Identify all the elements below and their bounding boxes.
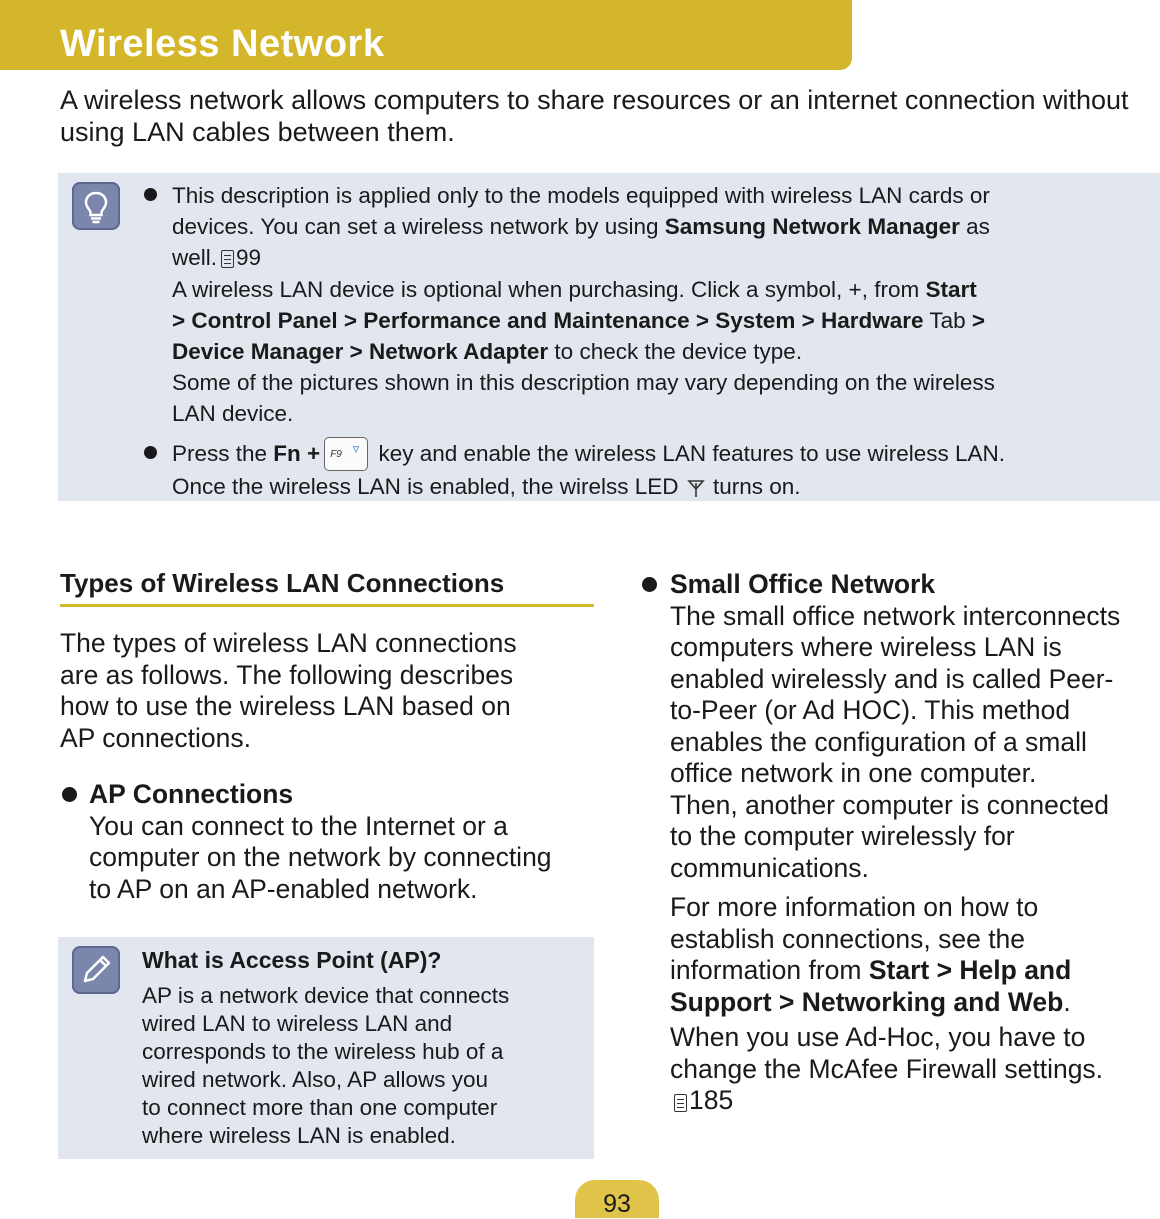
types-intro <box>60 628 594 754</box>
note-text-span: key and enable the wireless LAN features to use wireless LAN. <box>372 441 1006 466</box>
note-line: where wireless LAN is enabled. <box>142 1123 456 1148</box>
body-line: establish connections, see the <box>670 923 1026 954</box>
note-line: AP is a network device that connects <box>142 983 510 1008</box>
pencil-icon <box>72 946 120 994</box>
note-line: to connect more than one computer <box>142 1095 498 1120</box>
body-line: communications. <box>670 852 869 883</box>
body-line: You can connect to the Internet or a <box>89 810 508 841</box>
body-text-span: information from <box>670 955 869 985</box>
page-reference-number: 99 <box>236 245 262 270</box>
body-line: enables the configuration of a small <box>670 726 1087 757</box>
access-point-note <box>142 946 590 1150</box>
help-menu-path: Start > Help and <box>868 955 1072 985</box>
body-line: The small office network interconnects <box>670 600 1121 631</box>
note-text-span: well. <box>172 245 218 270</box>
note-bullet-1 <box>172 180 1152 273</box>
ap-connections-section <box>89 779 594 905</box>
body-line: to-Peer (or Ad HOC). This method <box>670 695 1071 725</box>
page-reference-icon <box>674 1094 687 1112</box>
note-line: Some of the pictures shown in this description may vary depending on the wireless <box>172 370 995 395</box>
small-office-network-section <box>670 569 1160 884</box>
note-line: This description is applied only to the models equipped with wireless LAN cards or <box>172 183 990 208</box>
note-text-span: to check the device type. <box>548 339 803 364</box>
body-line: For more information on how to <box>670 892 1039 922</box>
note-line <box>172 211 1152 242</box>
bullet-dot <box>144 188 157 201</box>
access-point-note-title: What is Access Point (AP)? <box>142 947 442 973</box>
page-reference-icon <box>221 250 234 268</box>
body-line: Then, another computer is connected <box>670 789 1109 820</box>
note-line: LAN device. <box>172 401 294 426</box>
bullet-dot <box>144 446 157 459</box>
note-bullet-2 <box>172 437 1157 502</box>
ap-connections-title: AP Connections <box>89 779 294 809</box>
body-line: to AP on an AP-enabled network. <box>89 873 478 904</box>
note-text-span: Press the <box>172 441 274 466</box>
note-text-span: Once the wireless LAN is enabled, the wirelss LED <box>172 474 685 499</box>
note-paragraph-3 <box>172 367 1152 429</box>
note-line <box>172 437 1157 471</box>
body-line: computers where wireless LAN is <box>670 632 1062 662</box>
page-number: 93 <box>603 1190 631 1218</box>
menu-path: > Control Panel > Performance and Maintenance > System > Hardware <box>172 308 924 333</box>
note-line <box>172 336 1152 367</box>
bullet-dot <box>62 787 77 802</box>
note-line <box>172 305 1152 336</box>
more-info-paragraph <box>670 892 1160 1018</box>
note-line <box>172 242 1152 273</box>
f9-key-label: F9 <box>330 449 342 460</box>
wireless-led-icon <box>687 478 705 498</box>
body-line: The types of wireless LAN connections <box>60 628 517 658</box>
body-line: are as follows. The following describes <box>60 659 514 690</box>
body-line: change the McAfee Firewall settings. <box>670 1053 1104 1084</box>
body-line: AP connections. <box>60 722 252 753</box>
note-text-span: A wireless LAN device is optional when purchasing. Click a symbol, +, from <box>172 277 926 302</box>
note-text-span: Tab <box>923 308 972 333</box>
body-line: how to use the wireless LAN based on <box>60 691 511 721</box>
f9-key-icon: F9 ▿ <box>324 437 368 471</box>
note-text-span: devices. You can set a wireless network by using <box>172 214 665 239</box>
menu-path-separator: > <box>971 308 986 333</box>
section-divider <box>60 604 594 607</box>
body-line <box>670 987 1160 1019</box>
note-line: corresponds to the wireless hub of a <box>142 1039 504 1064</box>
body-line: office network in one computer. <box>670 758 1037 788</box>
note-text-span: turns on. <box>706 474 801 499</box>
section-title: Types of Wireless LAN Connections <box>60 568 505 598</box>
help-menu-path: Support > Networking and Web <box>670 986 1064 1017</box>
lightbulb-icon <box>72 182 120 230</box>
adhoc-paragraph <box>670 1022 1160 1117</box>
body-line: to the computer wirelessly for <box>670 821 1015 851</box>
small-office-network-title: Small Office Network <box>670 569 936 599</box>
page-reference-number: 185 <box>689 1085 734 1115</box>
intro-paragraph: A wireless network allows computers to share resources or an internet connection without using LAN cables between them. <box>60 85 1129 147</box>
note-line: wired network. Also, AP allows you <box>142 1067 489 1092</box>
note-text-span: as <box>959 214 990 239</box>
menu-path-start: Start <box>925 277 977 302</box>
bullet-dot <box>642 577 657 592</box>
body-line: When you use Ad-Hoc, you have to <box>670 1022 1086 1052</box>
body-text-span: . <box>1063 986 1071 1017</box>
fn-key-label: Fn + <box>273 441 321 466</box>
body-line: enabled wirelessly and is called Peer- <box>670 663 1114 694</box>
note-paragraph-2 <box>172 274 1152 367</box>
samsung-network-manager-label: Samsung Network Manager <box>664 214 960 239</box>
body-line <box>670 955 1160 987</box>
body-line: computer on the network by connecting <box>89 842 552 872</box>
note-line: wired LAN to wireless LAN and <box>142 1011 453 1036</box>
note-line <box>172 274 1152 305</box>
page-title: Wireless Network <box>60 23 385 65</box>
body-line <box>670 1085 1160 1117</box>
menu-path-device-manager: Device Manager > Network Adapter <box>172 339 549 364</box>
note-line <box>172 471 1157 502</box>
